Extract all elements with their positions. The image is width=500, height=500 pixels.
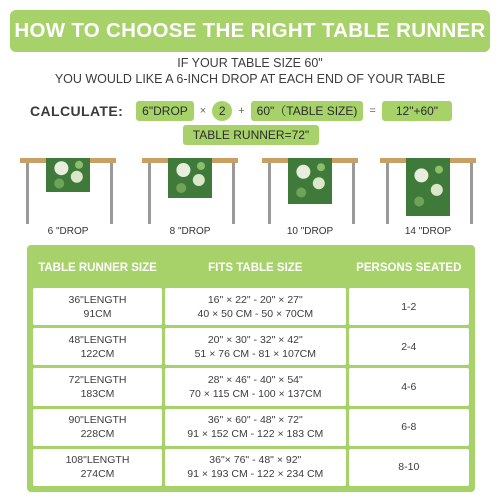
drop-figure <box>140 155 240 235</box>
flower-pattern <box>71 171 83 183</box>
persons-cell: 8-10 <box>349 449 469 486</box>
drop-caption: 10 "DROP <box>286 226 334 237</box>
runner-fabric <box>46 158 90 192</box>
fits-size-cell: 36" × 60" - 48" × 72" 91 × 152 CM - 122 × 183 CM <box>165 409 346 446</box>
persons-cell: 1-2 <box>349 288 469 325</box>
drop-figure <box>260 155 360 235</box>
table-row <box>33 449 469 486</box>
plus-operator: + <box>238 105 245 117</box>
intro-line-2: YOU WOULD LIKE A 6-INCH DROP AT EACH END OF YOUR TABLE <box>54 72 446 86</box>
table-leg <box>470 162 473 224</box>
page-title: HOW TO CHOOSE THE RIGHT TABLE RUNNER <box>10 10 490 52</box>
flower-pattern <box>197 162 205 170</box>
table-leg <box>352 162 355 224</box>
flower-pattern <box>414 168 428 182</box>
drop-figure <box>378 155 478 235</box>
drop-caption: 6 "DROP <box>47 226 89 237</box>
table-runner-illustration <box>260 155 360 235</box>
flower-pattern <box>431 184 443 196</box>
fits-size-cell: 36"× 76" - 48" × 92" 91 × 193 CM - 122 × 234 CM <box>165 449 346 486</box>
fits-size-cell: 20" × 30" - 32" × 42" 51 × 76 CM - 81 × 107CM <box>165 328 346 365</box>
table-leg <box>386 162 389 224</box>
runner-fabric <box>406 158 450 216</box>
header-fits-table-size: FITS TABLE SIZE <box>165 251 346 285</box>
persons-cell: 2-4 <box>349 328 469 365</box>
table-leg <box>26 162 29 224</box>
table-runner-illustration <box>18 155 118 235</box>
table-leg <box>232 162 235 224</box>
table-header-row <box>33 251 469 285</box>
table-row <box>33 409 469 446</box>
table-runner-illustration <box>378 155 478 235</box>
runner-size-cell: 90"LENGTH 228CM <box>33 409 162 446</box>
table-runner-illustration <box>140 155 240 235</box>
drop-caption: 8 "DROP <box>169 226 211 237</box>
drop-pill: 6"DROP <box>136 101 194 121</box>
result-pill: TABLE RUNNER=72" <box>183 125 319 145</box>
fits-size-cell: 16" × 22" - 20" × 27" 40 × 50 CM - 50 × 70CM <box>165 288 346 325</box>
flower-pattern <box>317 163 325 171</box>
flower-pattern <box>54 161 68 175</box>
equals-operator: = <box>369 105 376 117</box>
times-operator: × <box>199 105 207 117</box>
flower-pattern <box>176 163 190 177</box>
flower-pattern <box>75 161 83 169</box>
flower-pattern <box>435 166 443 174</box>
runner-size-cell: 108"LENGTH 274CM <box>33 449 162 486</box>
runner-size-cell: 36"LENGTH 91CM <box>33 288 162 325</box>
fits-size-cell: 28" × 46" - 40" × 54" 70 × 115 CM - 100 × 137CM <box>165 368 346 405</box>
flower-pattern <box>296 188 306 198</box>
calculate-label: CALCULATE: <box>30 103 124 119</box>
persons-cell: 6-8 <box>349 409 469 446</box>
table-leg <box>268 162 271 224</box>
runner-size-cell: 48"LENGTH 122CM <box>33 328 162 365</box>
table-row <box>33 328 469 365</box>
flower-pattern <box>176 183 186 193</box>
table-size-pill: 60"（TABLE SIZE) <box>251 101 364 121</box>
table-leg <box>148 162 151 224</box>
runner-fabric <box>288 158 332 204</box>
flower-pattern <box>414 197 424 207</box>
intro-line-1: IF YOUR TABLE SIZE 60" <box>177 56 323 70</box>
runner-size-cell: 72"LENGTH 183CM <box>33 368 162 405</box>
table-row <box>33 368 469 405</box>
flower-pattern <box>296 165 310 179</box>
drop-figure <box>18 155 118 235</box>
flower-pattern <box>313 177 325 189</box>
runner-fabric <box>168 158 212 198</box>
drop-caption: 14 "DROP <box>404 226 452 237</box>
header-runner-size: TABLE RUNNER SIZE <box>33 251 162 285</box>
sum-pill: 12"+60" <box>382 101 452 121</box>
header-persons-seated: PERSONS SEATED <box>349 251 469 285</box>
persons-cell: 4-6 <box>349 368 469 405</box>
table-row <box>33 288 469 325</box>
size-table-grid <box>30 248 472 489</box>
multiplier-circle: 2 <box>212 101 232 121</box>
size-table <box>27 245 475 492</box>
flower-pattern <box>193 174 205 186</box>
table-leg <box>110 162 113 224</box>
flower-pattern <box>54 179 64 189</box>
calculation-row <box>30 100 452 122</box>
